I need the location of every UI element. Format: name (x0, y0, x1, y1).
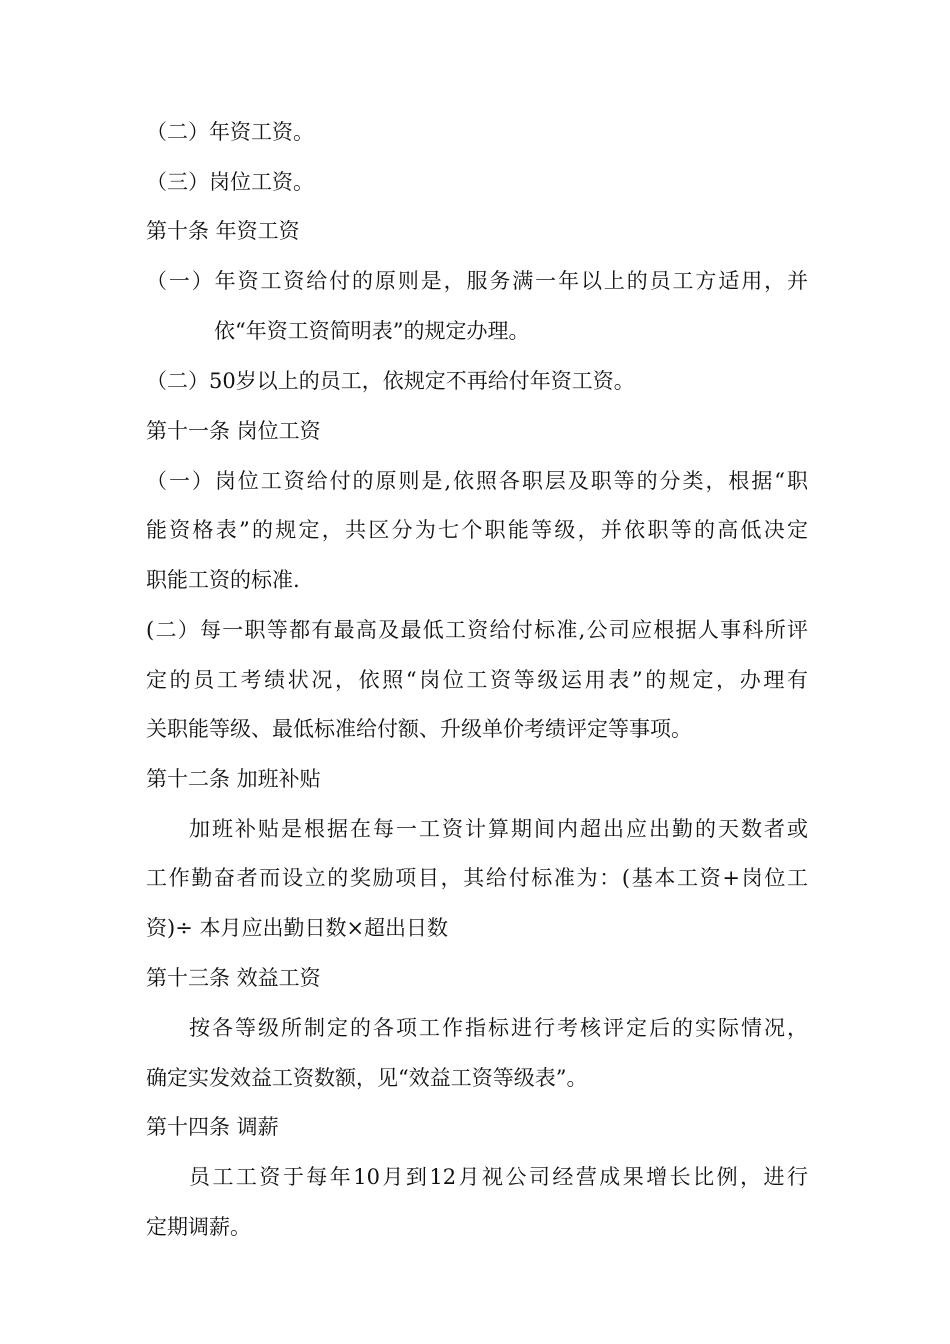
article-heading: 第十三条 效益工资 (146, 966, 321, 990)
paragraph-line: 按各等级所制定的各项工作指标进行考核评定后的实际情况， (189, 1016, 808, 1040)
clause-item: （二）年资工资。 (146, 120, 314, 144)
paragraph-line: 加班补贴是根据在每一工资计算期间内超出应出勤的天数者或 (189, 817, 808, 841)
clause-item: （一）年资工资给付的原则是，服务满一年以上的员工方适用，并 (146, 269, 808, 293)
article-heading: 第十一条 岗位工资 (146, 419, 321, 443)
clause-continuation: 定的员工考绩状况，依照“岗位工资等级运用表”的规定，办理有 (146, 668, 808, 692)
clause-continuation: 职能工资的标准. (146, 568, 300, 592)
paragraph-line: 工作勤奋者而设立的奖励项目，其给付标准为：(基本工资+岗位工 (146, 866, 808, 890)
paragraph-line: 定期调薪。 (146, 1215, 251, 1239)
clause-item: （二）50岁以上的员工，依规定不再给付年资工资。 (146, 369, 635, 393)
paragraph-line: 确定实发效益工资数额，见“效益工资等级表”。 (146, 1066, 588, 1090)
article-heading: 第十四条 调薪 (146, 1115, 279, 1139)
clause-continuation: 能资格表”的规定，共区分为七个职能等级，并依职等的高低决定 (146, 518, 808, 542)
paragraph-line: 员工工资于每年10月到12月视公司经营成果增长比例，进行 (189, 1165, 808, 1189)
clause-item: (二）每一职等都有最高及最低工资给付标准,公司应根据人事科所评 (146, 618, 808, 642)
clause-item: （一）岗位工资给付的原则是,依照各职层及职等的分类，根据“职 (146, 469, 808, 493)
clause-continuation: 依“年资工资简明表”的规定办理。 (214, 319, 530, 343)
article-heading: 第十二条 加班补贴 (146, 767, 321, 791)
article-heading: 第十条 年资工资 (146, 219, 300, 243)
clause-item: （三）岗位工资。 (146, 170, 314, 194)
clause-continuation: 关职能等级、最低标准给付额、升级单价考绩评定等事项。 (146, 717, 692, 741)
paragraph-line: 资)÷ 本月应出勤日数×超出日数 (146, 916, 449, 940)
